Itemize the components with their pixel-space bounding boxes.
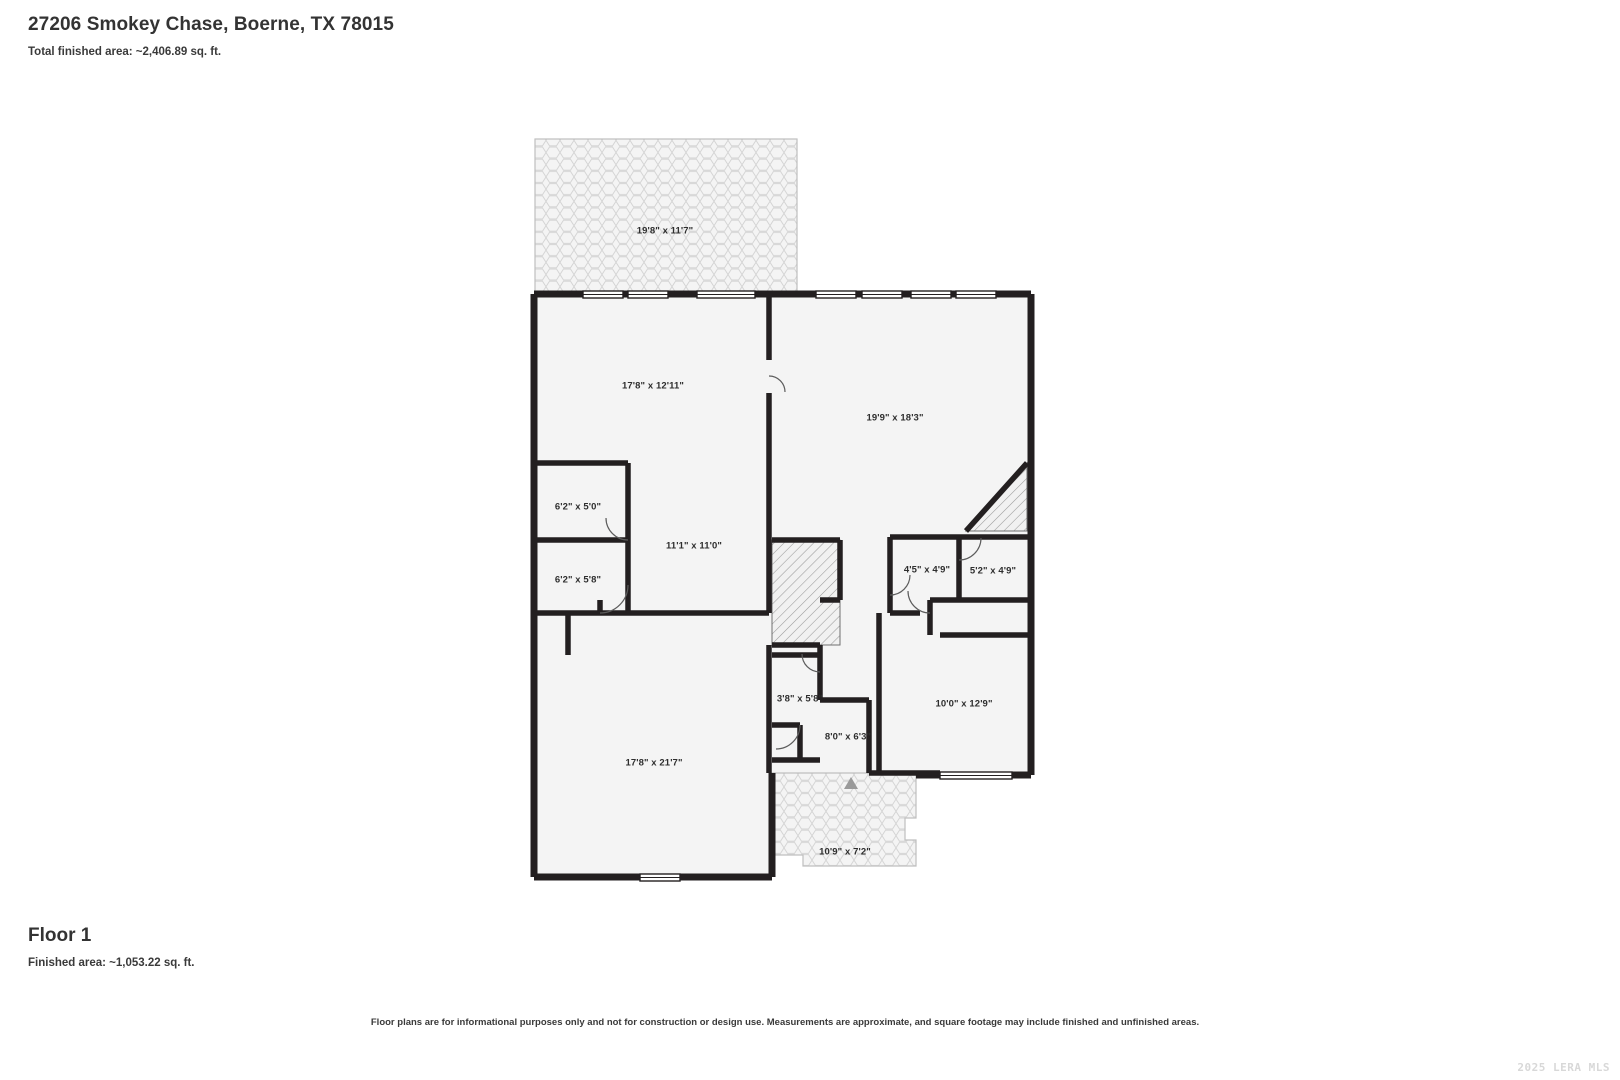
- room-label: 4'5" x 4'9": [903, 564, 951, 576]
- plan-geometry: [534, 139, 1031, 881]
- room-label: 8'0" x 6'3": [824, 731, 872, 743]
- room-label: 6'2" x 5'0": [554, 501, 602, 513]
- room-label: 17'8" x 21'7": [625, 757, 683, 769]
- room-label: 5'2" x 4'9": [969, 565, 1017, 577]
- patio-upper: [535, 139, 797, 295]
- room-label: 3'8" x 5'8": [776, 693, 824, 705]
- disclaimer-text: Floor plans are for informational purposes only and not for construction or design use. Measurements are approximate, and square footage may include finished and unfinished areas.: [370, 1017, 1200, 1028]
- floor-area: Finished area: ~1,053.22 sq. ft.: [28, 957, 195, 969]
- page-title: 27206 Smokey Chase, Boerne, TX 78015: [28, 14, 394, 35]
- total-area-text: Total finished area: ~2,406.89 sq. ft.: [28, 46, 222, 58]
- room-label: 17'8" x 12'11": [622, 380, 684, 392]
- floor-summary: [28, 925, 195, 969]
- room-label: 6'2" x 5'8": [554, 574, 602, 586]
- room-label: 10'0" x 12'9": [935, 698, 993, 710]
- watermark-text: 2025 LERA MLS: [1517, 1061, 1610, 1074]
- floor-name: Floor 1: [28, 925, 92, 946]
- room-label: 19'8" x 11'7": [636, 225, 694, 237]
- window-bottom-left: [640, 874, 680, 881]
- room-label: 19'9" x 18'3": [866, 412, 924, 424]
- room-label: 10'9" x 7'2": [819, 846, 871, 858]
- window-bottom-right: [940, 772, 1012, 779]
- room-label: 11'1" x 11'0": [665, 540, 723, 552]
- hatch-stairs: [772, 540, 840, 645]
